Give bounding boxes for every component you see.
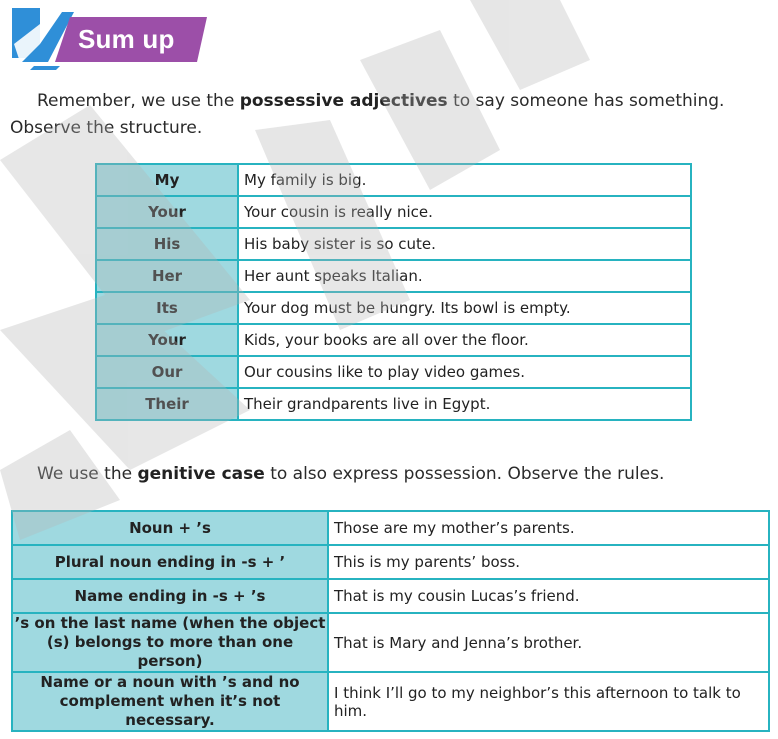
example-cell: Our cousins like to play video games. [238,356,691,388]
genitive-case-table [11,510,770,732]
rule-line: Plural noun ending in -s + ’ [54,552,286,571]
adjective-cell: My [96,164,238,196]
table-row [12,545,769,579]
rule-line: (s) belongs to more than one person) [46,633,294,670]
table-row [12,672,769,731]
example-cell: Kids, your books are all over the floor. [238,324,691,356]
table-row [96,164,691,196]
example-cell: Your cousin is really nice. [238,196,691,228]
genitive-text-before: We use the [37,464,138,484]
genitive-text-after: to also express possession. Observe the rules. [264,464,665,484]
example-cell: I think I’ll go to my neighbor’s this afternoon to talk to him. [328,672,769,731]
example-cell: My family is big. [238,164,691,196]
table-row [12,511,769,545]
rule-cell [12,613,328,672]
adjective-cell: Our [96,356,238,388]
rule-cell [12,579,328,613]
table-row [96,388,691,420]
table-row [96,356,691,388]
example-cell: Your dog must be hungry. Its bowl is empty. [238,292,691,324]
example-cell: Their grandparents live in Egypt. [238,388,691,420]
table-row [96,324,691,356]
rule-line: Name ending in -s + ’s [74,586,266,605]
intro-paragraph [10,88,760,142]
rule-line: ’s on the last name (when the object [14,614,326,632]
page-title: Sum up [78,24,175,54]
example-cell: That is my cousin Lucas’s friend. [328,579,769,613]
adjective-cell: Your [96,196,238,228]
adjective-cell: His [96,228,238,260]
sum-up-header [0,0,778,80]
table-row [12,613,769,672]
intro-bold-term: possessive adjectives [239,91,448,111]
table-row [96,260,691,292]
rule-cell [12,511,328,545]
rule-line: complement when it’s not necessary. [59,692,281,729]
adjective-cell: Its [96,292,238,324]
intro-text-before: Remember, we use the [37,91,240,111]
table-row [96,228,691,260]
adjective-cell: Your [96,324,238,356]
table-row [12,579,769,613]
possessive-adjectives-table [95,163,692,421]
rule-cell [12,672,328,731]
rule-line: Noun + ’s [129,518,211,537]
table-row [96,292,691,324]
rule-line: Name or a noun with ’s and no [40,673,300,691]
rule-cell [12,545,328,579]
example-cell: Those are my mother’s parents. [328,511,769,545]
example-cell: This is my parents’ boss. [328,545,769,579]
adjective-cell: Her [96,260,238,292]
intro-text-after: to say someone has something. Observe the structure. [10,91,725,138]
genitive-bold-term: genitive case [137,464,265,484]
genitive-paragraph [37,461,767,488]
example-cell: His baby sister is so cute. [238,228,691,260]
example-cell: Her aunt speaks Italian. [238,260,691,292]
example-cell: That is Mary and Jenna’s brother. [328,613,769,672]
adjective-cell: Their [96,388,238,420]
table-row [96,196,691,228]
